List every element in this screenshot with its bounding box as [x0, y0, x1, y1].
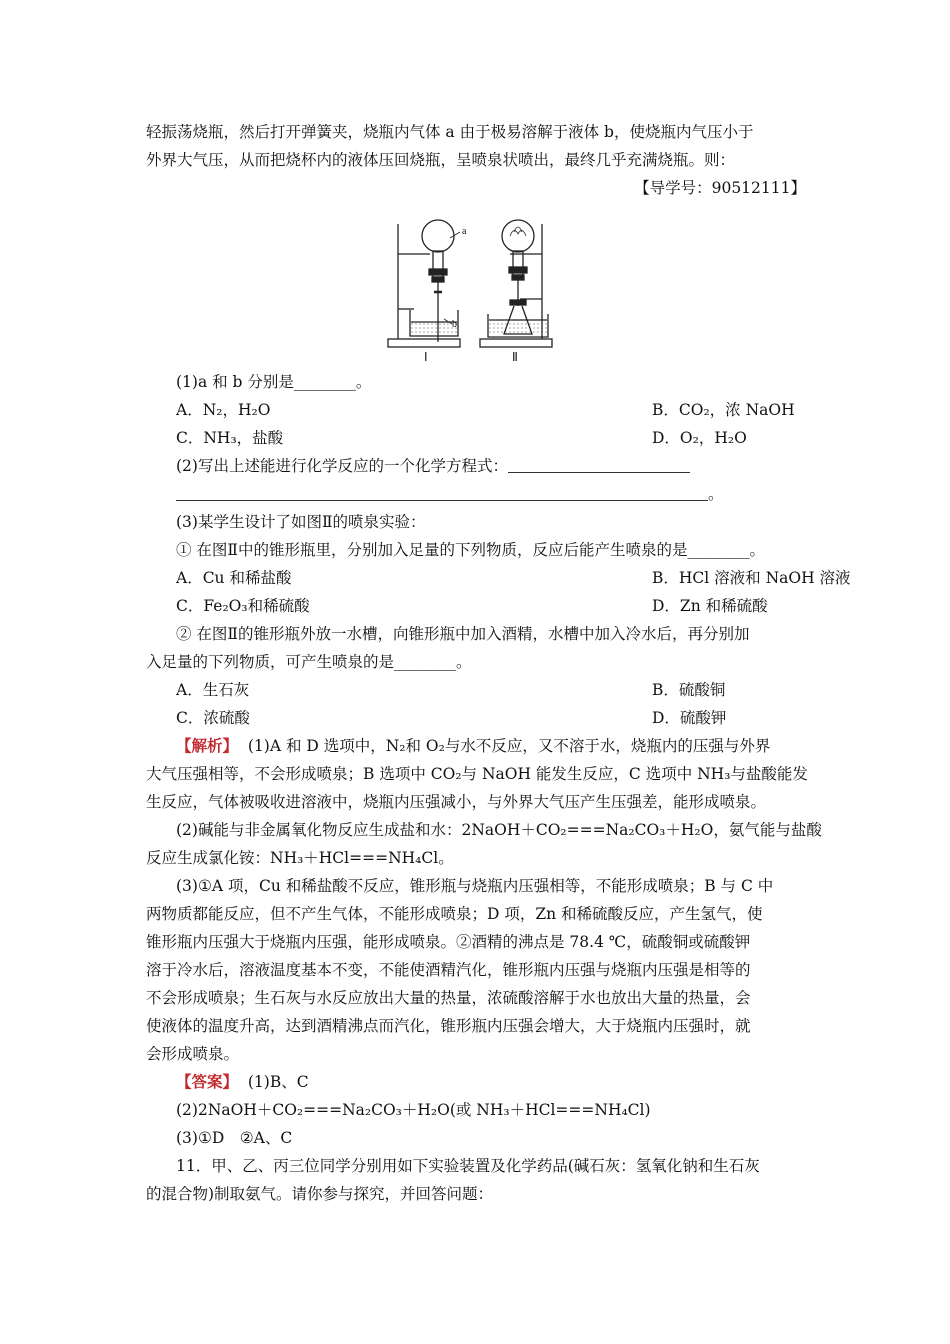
q1-stem: (1)a 和 b 分别是________。: [176, 373, 372, 391]
q3-sub1-options-row-2: [176, 596, 836, 616]
q3-sub1-option-a: A．Cu 和稀盐酸: [176, 569, 292, 587]
answer-tag: 【答案】: [176, 1072, 239, 1091]
q1-option-a: A．N₂，H₂O: [176, 401, 271, 419]
q1-option-b: B．CO₂，浓 NaOH: [652, 401, 795, 419]
analysis-p2b: 反应生成氯化铵：NH₃＋HCl===NH₄Cl。: [146, 849, 454, 867]
analysis-p3g: 会形成喷泉。: [146, 1045, 240, 1063]
q2-blank-line: [176, 484, 836, 504]
q1-options-row-1: [176, 400, 836, 420]
answer-3: (3)①D ②A、C: [176, 1129, 293, 1147]
flask-1: [422, 220, 454, 252]
answer-1: (1)B、C: [247, 1073, 309, 1091]
analysis-p3d: 溶于冷水后，溶液温度基本不变，不能使酒精汽化，锥形瓶内压强与烧瓶内压强是相等的: [146, 961, 751, 979]
q3-sub2-options-row-2: [176, 708, 836, 728]
q3-sub2-option-c: C．浓硫酸: [176, 709, 250, 727]
analysis-p1a: (1)A 和 D 选项中，N₂和 O₂与水不反应，又不溶于水，烧瓶内的压强与外界: [247, 737, 771, 755]
analysis-line-1: [176, 736, 836, 756]
q2-answer-blank-2: [176, 486, 708, 501]
q3-stem: (3)某学生设计了如图Ⅱ的喷泉实验：: [176, 513, 426, 531]
answer-line-1: [176, 1072, 836, 1092]
analysis-p3f: 使液体的温度升高，达到酒精沸点而汽化，锥形瓶内压强会增大，大于烧瓶内压强时，就: [146, 1017, 751, 1035]
q3-sub2-option-d: D．硫酸钾: [652, 709, 727, 727]
q1-option-d: D．O₂，H₂O: [652, 429, 747, 447]
q11-line-1: 11．甲、乙、丙三位同学分别用如下实验装置及化学药品(碱石灰：氢氧化钠和生石灰: [176, 1157, 760, 1175]
intro-line-1: 轻振荡烧瓶，然后打开弹簧夹，烧瓶内气体 a 由于极易溶解于液体 b，使烧瓶内气压小于: [146, 123, 754, 141]
stand-base-1: [388, 339, 460, 347]
label-b: b: [452, 319, 457, 330]
q3-sub1-options-row-1: [176, 568, 851, 588]
label-a: a: [462, 226, 467, 237]
q2-stem: (2)写出上述能进行化学反应的一个化学方程式：: [176, 457, 508, 475]
analysis-p3e: 不会形成喷泉；生石灰与水反应放出大量的热量，浓硫酸溶解于水也放出大量的热量，会: [146, 989, 751, 1007]
q2-stem-line: [176, 456, 836, 476]
analysis-p1c: 生反应，气体被吸收进溶液中，烧瓶内压强减小，与外界大气压产生压强差，能形成喷泉。: [146, 793, 767, 811]
q1-options-row-2: [176, 428, 836, 448]
analysis-p3a: (3)①A 项，Cu 和稀盐酸不反应，锥形瓶与烧瓶内压强相等，不能形成喷泉；B 与 C 中: [176, 877, 774, 895]
q2-end: 。: [708, 485, 724, 503]
q3-sub1-option-c: C．Fe₂O₃和稀硫酸: [176, 597, 310, 615]
q3-sub2-line-1: ② 在图Ⅱ的锥形瓶外放一水槽，向锥形瓶中加入酒精，水槽中加入冷水后，再分别加: [176, 625, 750, 643]
q11-line-2: 的混合物)制取氨气。请你参与探究，并回答问题：: [146, 1185, 494, 1203]
analysis-p1b: 大气压强相等，不会形成喷泉；B 选项中 CO₂与 NaOH 能发生反应，C 选项中 NH₃与盐酸能发: [146, 765, 808, 783]
analysis-p3c: 锥形瓶内压强大于烧瓶内压强，能形成喷泉。②酒精的沸点是 78.4 ℃，硫酸铜或硫酸钾: [146, 933, 751, 951]
analysis-p2a: (2)碱能与非金属氧化物反应生成盐和水：2NaOH＋CO₂===Na₂CO₃＋H₂O，氨气能与盐酸: [176, 821, 822, 839]
guide-number: 【导学号：90512111】: [634, 179, 806, 197]
analysis-p3b: 两物质都能反应，但不产生气体，不能形成喷泉；D 项，Zn 和稀硫酸反应，产生氢气，使: [146, 905, 763, 923]
intro-line-2: 外界大气压，从而把烧杯内的液体压回烧瓶，呈喷泉状喷出，最终几乎充满烧瓶。则：: [146, 151, 736, 169]
q3-sub2-line-2: 入足量的下列物质，可产生喷泉的是________。: [146, 653, 472, 671]
q1-option-c: C．NH₃，盐酸: [176, 429, 284, 447]
q3-sub2-option-a: A．生石灰: [176, 681, 250, 699]
analysis-tag: 【解析】: [176, 736, 239, 755]
q3-sub1-option-b: B．HCl 溶液和 NaOH 溶液: [652, 569, 851, 587]
fountain-apparatus-figure: [380, 214, 570, 364]
q2-answer-blank-1: [508, 458, 690, 473]
caption-1: Ⅰ: [424, 350, 428, 364]
caption-2: Ⅱ: [512, 350, 518, 364]
q3-sub2-option-b: B．硫酸铜: [652, 681, 726, 699]
answer-2: (2)2NaOH＋CO₂===Na₂CO₃＋H₂O(或 NH₃＋HCl===NH₄Cl): [176, 1101, 651, 1119]
q3-sub1-option-d: D．Zn 和稀硫酸: [652, 597, 768, 615]
stand-base-2: [480, 339, 552, 347]
q3-sub1: ① 在图Ⅱ中的锥形瓶里，分别加入足量的下列物质，反应后能产生喷泉的是________。: [176, 541, 765, 559]
flask-2: [502, 220, 534, 252]
q3-sub2-options-row-1: [176, 680, 836, 700]
